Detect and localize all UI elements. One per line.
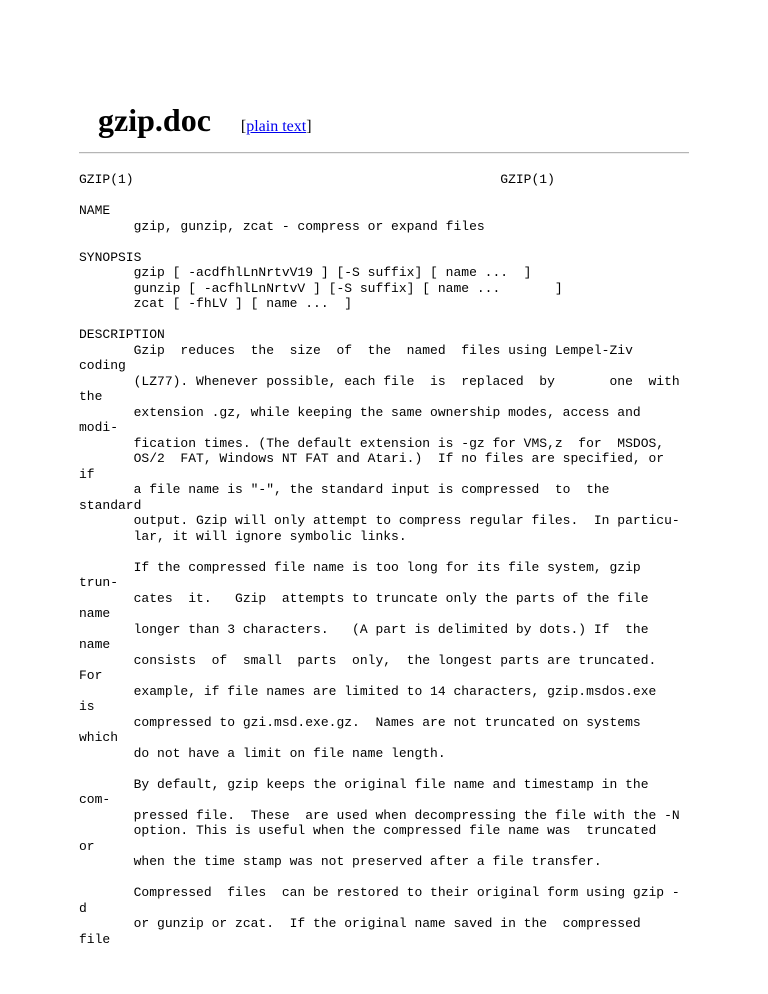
plain-text-link[interactable]: plain text [246, 118, 307, 135]
plain-text-link-group [241, 118, 312, 136]
manpage-line: or gunzip or zcat. If the original name saved in the compressed [79, 916, 641, 931]
manpage-line: trun- [79, 575, 119, 590]
manpage-line: standard [79, 497, 142, 513]
manpage-line: longer than 3 characters. (A part is delimited by dots.) If the [79, 621, 649, 637]
manpage-line: For [79, 668, 103, 683]
manpage-line: which [79, 730, 119, 745]
manpage-line: consists of small parts only, the longest parts are truncated. [79, 652, 657, 668]
manpage-line: GZIP(1) GZIP(1) [79, 172, 555, 187]
manpage-line: is [79, 699, 95, 714]
bracket-close: ] [306, 118, 312, 135]
manpage-line: gzip, gunzip, zcat - compress or expand files [79, 218, 485, 234]
manpage-line: modi- [79, 420, 119, 435]
manpage-line: the [79, 389, 103, 404]
manpage-line: fication times. (The default extension is -gz for VMS,z for MSDOS, [79, 435, 665, 451]
manpage-line: extension .gz, while keeping the same ownership modes, access and [79, 404, 641, 420]
manpage-line: do not have a limit on file name length. [79, 745, 446, 761]
manpage-line: name [79, 606, 111, 621]
document-title: gzip.doc [98, 102, 211, 138]
manpage-line: gunzip [ -acfhlLnNrtvV ] [-S suffix] [ name ... ] [79, 280, 563, 296]
manpage-line: gzip [ -acdfhlLnNrtvV19 ] [-S suffix] [ name ... ] [79, 265, 532, 280]
manpage-line: a file name is "-", the standard input is compressed to the [79, 482, 610, 497]
manpage-line: output. Gzip will only attempt to compress regular files. In particu- [79, 513, 680, 528]
manpage-line: coding [79, 358, 126, 373]
manpage-line: SYNOPSIS [79, 249, 142, 265]
manpage-line: or [79, 838, 95, 854]
manpage-text [79, 172, 680, 947]
manpage-line: file [79, 931, 111, 947]
manpage-line: if [79, 466, 95, 482]
manpage-line: lar, it will ignore symbolic links. [79, 528, 407, 544]
manpage-line: example, if file names are limited to 14 characters, gzip.msdos.exe [79, 683, 657, 699]
manpage-line: name [79, 637, 111, 652]
manpage-line: com- [79, 792, 111, 807]
horizontal-rule [79, 152, 689, 154]
manpage-line: Compressed files can be restored to their original form using gzip - [79, 885, 680, 900]
manpage-line: compressed to gzi.msd.exe.gz. Names are not truncated on systems [79, 714, 641, 730]
title-row [98, 102, 312, 139]
manpage-line: DESCRIPTION [79, 327, 165, 342]
bracket-open: [ [240, 118, 247, 135]
manpage-line: cates it. Gzip attempts to truncate only the parts of the file [79, 590, 649, 606]
manpage-line: (LZ77). Whenever possible, each file is replaced by one with [79, 373, 680, 389]
manpage-line: zcat [ -fhLV ] [ name ... ] [79, 296, 353, 311]
manpage-line: when the time stamp was not preserved after a file transfer. [79, 854, 602, 869]
manpage-line: NAME [79, 203, 111, 218]
manpage-line: If the compressed file name is too long for its file system, gzip [79, 559, 641, 575]
manpage-line: option. This is useful when the compressed file name was truncated [79, 823, 657, 838]
manpage-line: By default, gzip keeps the original file name and timestamp in the [79, 776, 649, 792]
manpage-line: Gzip reduces the size of the named files using Lempel-Ziv [79, 342, 633, 358]
manpage-line: pressed file. These are used when decompressing the file with the -N [79, 807, 680, 823]
manpage-line: OS/2 FAT, Windows NT FAT and Atari.) If no files are specified, or [79, 451, 665, 466]
manpage-line: d [79, 900, 87, 916]
